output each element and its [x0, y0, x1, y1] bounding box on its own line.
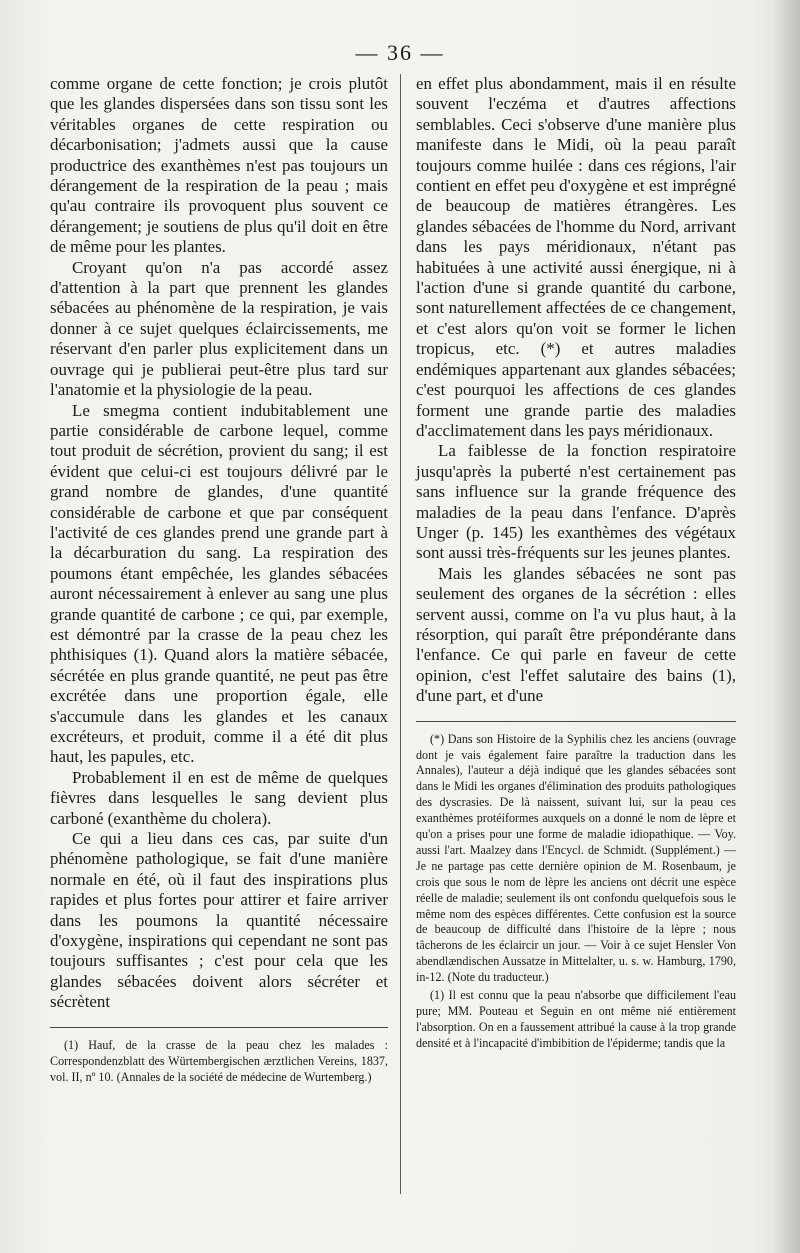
paragraph: Probablement il en est de même de quelques fièvres dans lesquelles le sang devient plus carboné (exanthème du cholera).	[50, 767, 388, 828]
paragraph: en effet plus abondamment, mais il en résulte souvent l'eczéma et d'autres affections semblables. Ceci s'observe d'une manière plus manifeste dans le Midi, où la peau paraît toujours comme huilée : dans ces régions, l'air contient en effet peu d'oxygène et est imprégné de beaucoup de matières étrangères. Les glandes sébacées de l'homme du Nord, arrivant dans les pays méridionaux, n'étant pas habituées à une activité aussi énergique, ni à l'action d'une si grande quantité du carbone, sont naturellement affectées de ce changement, et c'est alors qu'on voit se former le lichen tropicus, etc. (*) et autres maladies endémiques appartenant aux glandes sébacées; c'est pourquoi les affections de ces glandes forment une grande partie des maladies d'acclimatement dans les pays méridionaux.	[416, 74, 736, 440]
page-edge-shadow	[772, 0, 800, 1253]
footnote: (1) Hauf, de la crasse de la peau chez les malades : Correspondenzblatt des Würtembergischen ærztlichen Vereins, 1837, vol. II, nº 10. (Annales de la société de médecine de Wurtemberg.)	[50, 1037, 388, 1084]
paragraph: La faiblesse de la fonction respiratoire jusqu'après la puberté n'est certainement pas sans influence sur la grande fréquence des maladies de la peau dans l'enfance. D'après Unger (p. 145) les exanthèmes des végétaux sont aussi très-fréquents sur les jeunes plantes.	[416, 441, 736, 563]
paragraph: Le smegma contient indubitablement une partie considérable de carbone lequel, comme tout produit de sécrétion, provient du sang; il est évident que celui-ci est toujours délivré par le grand nombre de glandes, d'une quantité considérable de carbone et que par conséquent l'activité de ces glandes prend une grande part à la décarburation du sang. La respiration des poumons étant empêchée, les glandes sébacées auront nécessairement à enlever au sang une plus grande quantité de carbone ; ce qui, par exemple, est démontré par la crasse de la peau chez les phthisiques (1). Quand alors la matière sébacée, sécrétée en plus grande quantité, ne peut pas être excrétée dans une proportion égale, elle s'accumule dans les glandes et les canaux excréteurs, et produit, comme il a été dit plus haut, les papules, etc.	[50, 400, 388, 767]
right-column	[416, 74, 736, 1052]
paragraph: Croyant qu'on n'a pas accordé assez d'attention à la part que prennent les glandes sébacées au phénomène de la respiration, je vais donner à ce sujet quelques éclaircissements, me réservant d'en parler plus explicitement dans un ouvrage qui je publierai peut-être plus tard sur l'anatomie et la physiologie de la peau.	[50, 257, 388, 400]
page-number: — 36 —	[355, 40, 445, 65]
footnote: (1) Il est connu que la peau n'absorbe que difficilement l'eau pure; MM. Pouteau et Seguin en ont même nié entièrement l'absorption. On en a faussement attribué la cause à la trop grande densité et à l'incapacité d'imbibition de l'épiderme; tandis que la	[416, 988, 736, 1050]
paragraph: Ce qui a lieu dans ces cas, par suite d'un phénomène pathologique, se fait d'une manière normale en été, où il faut des inspirations plus rapides et plus fortes pour attirer et faire arriver dans les poumons la quantité nécessaire d'oxygène, inspirations qui cependant ne sont pas toujours suffisantes ; c'est pour cela que les glandes sébacées doivent alors sécréter et sécrètent	[50, 829, 388, 1012]
footnote-separator	[50, 1027, 388, 1028]
paragraph: Mais les glandes sébacées ne sont pas seulement des organes de la sécrétion : elles servent aussi, comme on l'a vu plus haut, à la résorption, qui paraît être prépondérante dans l'enfance. Ce qui parle en faveur de cette opinion, c'est l'effet salutaire des bains (1), d'une part, et d'une	[416, 563, 736, 706]
paragraph: comme organe de cette fonction; je crois plutôt que les glandes dispersées dans son tissu sont les véritables organes de cette respiration ou décarbonisation; j'admets aussi que la cause productrice des exanthèmes n'est pas toujours un dérangement de la respiration de la peau ; mais qu'au contraire ils provoquent plus souvent ce dérangement; je soutiens de plus qu'il doit en être de même pour les plantes.	[50, 74, 388, 257]
column-divider	[400, 74, 401, 1194]
footnote-separator	[416, 721, 736, 722]
left-column	[50, 74, 388, 1085]
footnote: (*) Dans son Histoire de la Syphilis chez les anciens (ouvrage dont je vais également faire paraître la traduction dans les Annales), l'auteur a déjà indiqué que les glandes sébacées sont dans le Midi les organes d'élimination des produits pathologiques des dyscrasies. De là naissent, suivant lui, sur la peau ces exanthèmes protéiformes auxquels on a donné le nom de lèpre et qu'on a prises pour une forme de maladie idiopathique. — Voy. aussi l'art. Maalzey dans l'Encycl. de Schmidt. (Supplément.) — Je ne partage pas cette dernière opinion de M. Rosenbaum, je crois que sous le nom de lèpre les anciens ont décrit une espèce réelle de maladie; seulement ils ont confondu quelquefois sous le même nom des espèces différentes. Cette confusion est la source de beaucoup de difficulté dans l'histoire de la lèpre ; nous tâcherons de les éclaircir un jour. — Voir à ce sujet Hensler Von abendlændischen Aussatze in Mittelalter, u. s. w. Hamburg, 1790, in-12. (Note du traducteur.)	[416, 731, 736, 985]
